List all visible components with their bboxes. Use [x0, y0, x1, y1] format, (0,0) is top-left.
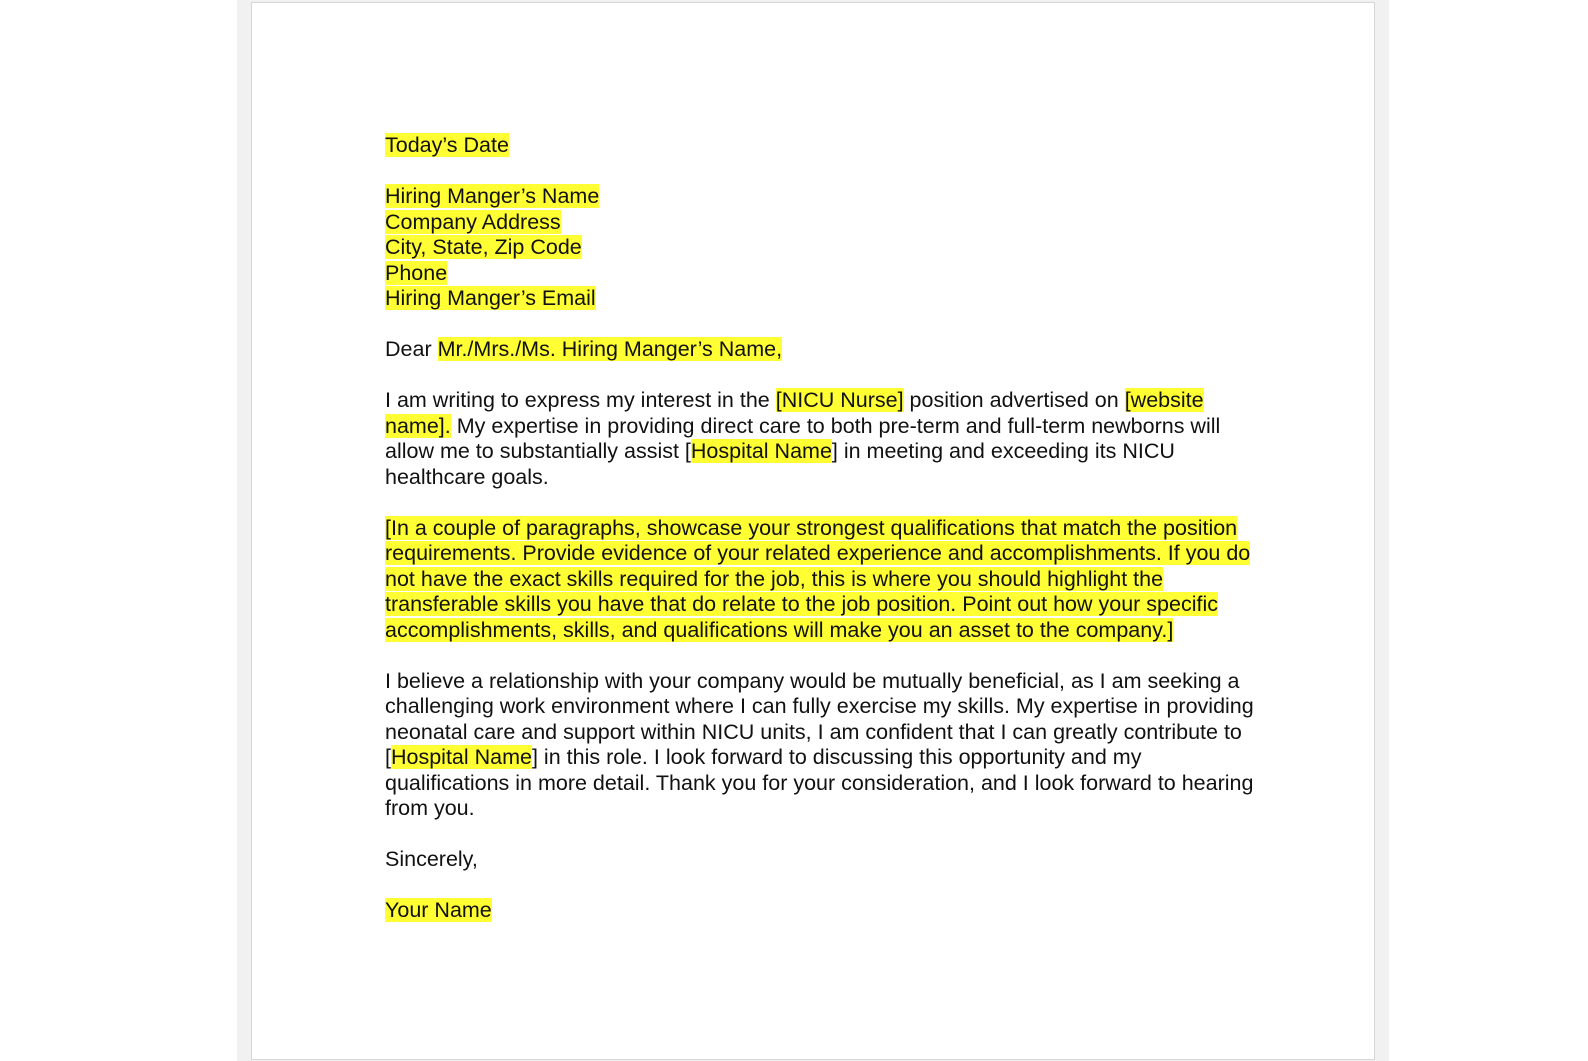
salutation-name: Mr./Mrs./Ms. Hiring Manger’s Name, [437, 337, 783, 361]
recipient-name: Hiring Manger’s Name [385, 184, 600, 208]
salutation [385, 337, 1255, 363]
closing-text-2: ] in this role. I look forward to discussing this opportunity and my qualifications in more detail. Thank you for your consideration, and I look forward to hearing from you. [385, 745, 1254, 820]
position-placeholder: [NICU Nurse] [775, 388, 904, 412]
website-placeholder: [website name]. [385, 388, 1204, 438]
document-page [251, 2, 1375, 1060]
intro-text-1: I am writing to express my interest in the [385, 388, 776, 412]
recipient-city-state-zip: City, State, Zip Code [385, 235, 582, 259]
qualifications-placeholder: [In a couple of paragraphs, showcase your strongest qualifications that match the position requirements. Provide evidence of your related experience and accomplishments. If you do not have the exact skills required for the job, this is where you should highlight the transferable skills you have that do relate to the job position. Point out how your specific accomplishments, skills, and qualifications will make you an asset to the company.] [385, 515, 1251, 642]
date-line [385, 133, 1255, 159]
hospital-placeholder: Hospital Name [690, 439, 832, 463]
hospital-placeholder-2: Hospital Name [390, 745, 532, 769]
signature-placeholder: Your Name [385, 898, 492, 922]
recipient-phone: Phone [385, 260, 448, 285]
intro-text-2: position advertised on [903, 388, 1125, 412]
sign-off: Sincerely, [385, 847, 478, 871]
qualifications-paragraph [385, 516, 1255, 644]
recipient-city-line [385, 235, 1255, 261]
recipient-email-line [385, 286, 1255, 312]
recipient-email: Hiring Manger’s Email [385, 286, 596, 310]
signature-line [385, 898, 1255, 924]
recipient-address: Company Address [385, 209, 561, 234]
intro-text-3: My expertise in providing direct care to both pre-term and full-term newborns will allow me to substantially assist [ [385, 413, 1221, 463]
date-placeholder: Today’s Date [385, 133, 509, 157]
intro-text-4: ] in meeting and exceeding its NICU healthcare goals. [385, 439, 1175, 489]
closing-text-1: I believe a relationship with your company would be mutually beneficial, as I am seeking a challenging work environment where I can fully exercise my skills. My expertise in providing neonatal care and support within NICU units, I am confident that I can greatly contribute to [ [385, 668, 1254, 769]
recipient-phone-line [385, 261, 1255, 287]
intro-paragraph [385, 388, 1255, 490]
closing-paragraph [385, 669, 1255, 822]
letter-body [385, 133, 1255, 924]
recipient-name-line [385, 184, 1255, 210]
salutation-prefix: Dear [385, 337, 438, 361]
recipient-address-line [385, 210, 1255, 236]
